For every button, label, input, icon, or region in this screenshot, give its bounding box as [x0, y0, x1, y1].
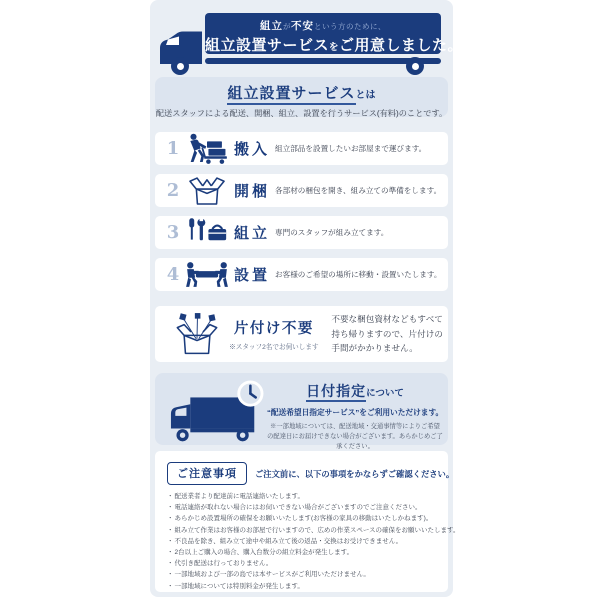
carrying-furniture-icon [182, 260, 232, 290]
step-label: 組立 [234, 225, 271, 242]
precaution-item: ・ あらかじめ設置場所の確保をお願いいたします(お客様の家具の移動はいたしかねます)。 [167, 513, 438, 524]
banner-text-box [205, 13, 464, 54]
precautions-list [167, 491, 460, 592]
step-label: 搬入 [234, 141, 271, 158]
step-number: 2 [166, 180, 180, 201]
service-intro-description: 配送スタッフによる配送、開梱、組立、設置を行うサービス(有料)のことです。 [155, 109, 448, 118]
step-row-installation [155, 258, 448, 291]
open-box-icon [182, 174, 232, 207]
truck-wheel-icon [406, 57, 424, 75]
step-number: 3 [166, 222, 180, 243]
step-description: 組立部品を設置したいお部屋まで運びます。 [275, 144, 427, 153]
precaution-item: ・ 配送業者より配達前に電話連絡いたします。 [167, 491, 438, 502]
hand-truck-icon [182, 132, 232, 165]
cleanup-box [155, 306, 448, 362]
date-designation-text [267, 381, 443, 452]
precaution-item: ・ 一部地域および一部の島では本サービスがご利用いただけません。 [167, 569, 438, 580]
date-designation-title: 日付指定について [267, 381, 443, 401]
date-designation-note: ※一部地域については、配送地域・交通事情等によりご希望の配達日にお届けできない場合がございます。あらかじめご了承ください。 [267, 423, 443, 451]
step-number: 4 [166, 264, 180, 285]
date-designation-box [155, 373, 448, 451]
cleanup-title-block [228, 317, 319, 351]
precaution-item: ・ 電話連絡が取れない場合にはお伺いできない場合がございますのでご注意ください。 [167, 502, 438, 513]
step-row-carry-in [155, 132, 448, 165]
precautions-lead: ご注文前に、以下の事項をかならずご確認ください。 [255, 468, 455, 479]
banner-line2: 組立設置サービスをご用意しました。 [205, 37, 464, 54]
service-intro-title: 組立設置サービスとは [155, 82, 448, 103]
delivery-truck-clock-icon [165, 380, 267, 442]
truck-wheel-icon [171, 57, 189, 75]
precaution-item: ・ 組み立て作業はお客様のお部屋で行いますので、広めの作業スペースの確保をお願いいたします。 [167, 525, 438, 536]
cleanup-label: 片付け不要 [233, 321, 314, 337]
step-description: お客様のご希望の場所に移動・設置いたします。 [275, 270, 442, 279]
step-label: 開梱 [234, 183, 271, 200]
step-description: 専門のスタッフが組み立てます。 [275, 228, 389, 237]
cleanup-staff-note: ※スタッフ2名でお伺いします [229, 344, 319, 351]
date-designation-lead: “配送希望日指定サービス”をご利用いただけます。 [267, 408, 444, 417]
service-info-panel [150, 0, 464, 597]
precaution-item: ・ 2台以上ご購入の場合、購入台数分の組立料金が発生します。 [167, 547, 438, 558]
step-row-unpacking [155, 174, 448, 207]
precaution-item: ・ 不良品を除き、組み立て途中や組み立て後の返品・交換はお受けできません。 [167, 536, 438, 547]
precaution-item: ・ 代引き配送は行っておりません。 [167, 558, 438, 569]
step-row-assembly [155, 216, 448, 249]
cleanup-description: 不要な梱包資材などもすべて持ち帰りますので、片付けの手間がかかりません。 [331, 314, 443, 354]
precaution-item: ・ 一部地域については特別料金が発生します。 [167, 581, 438, 592]
service-intro-box [155, 77, 448, 117]
precautions-header [167, 462, 455, 485]
banner-line1: 組立が不安という方のために、 [260, 20, 386, 32]
precautions-box [155, 451, 460, 592]
step-description: 各部材の梱包を開き、組み立ての準備をします。 [275, 186, 442, 195]
precautions-badge: ご注意事項 [167, 462, 247, 485]
banner-truck [150, 0, 464, 80]
tools-icon [182, 216, 232, 249]
step-number: 1 [166, 138, 180, 159]
discard-packaging-icon [169, 312, 224, 357]
step-label: 設置 [234, 267, 271, 284]
